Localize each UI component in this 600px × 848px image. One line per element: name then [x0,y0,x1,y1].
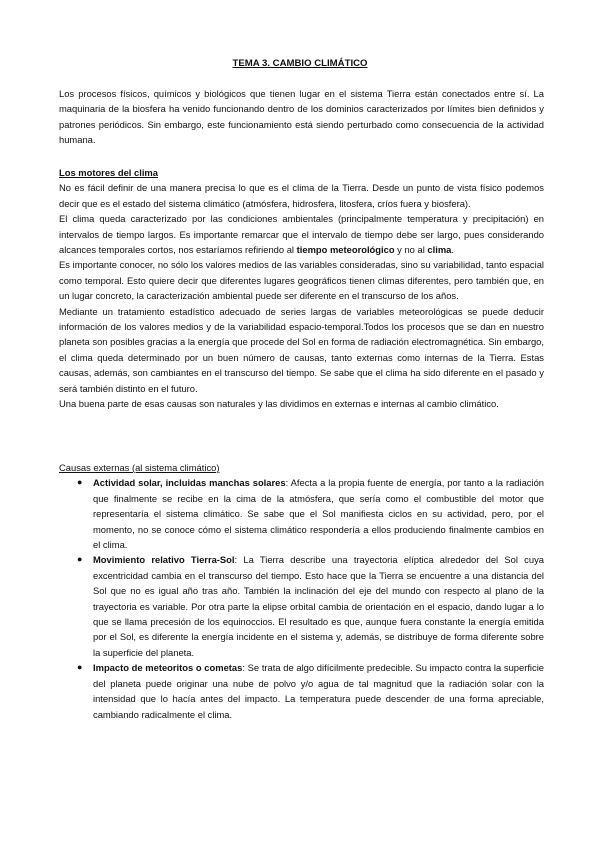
paragraph-caracterizacion-end: . [451,244,454,256]
intro-block [59,86,544,148]
bullet-icon: ● [77,554,83,565]
item-text: : Se trata de algo difícilmente predecible. Su impacto contra la superficie del planeta puede originar una nube de polvo y/o agua de tal magnitud que la radiación solar con la intensidad que lo hacía antes del impacto. La temperatura puede descender de una forma apreciable, cambiando radicalmente el clima. [93,662,545,720]
section-heading-motores: Los motores del clima [59,167,158,178]
causas-list [59,475,544,722]
list-item [59,660,544,722]
section-heading-causas-externas: Causas externas (al sistema climático) [59,462,220,473]
item-term: Movimiento relativo Tierra-Sol [93,554,235,566]
list-item [59,552,544,660]
paragraph-tratamiento: Mediante un tratamiento estadístico adecuado de series largas de variables meteorológicas se puede deducir información de los valores medios y de la variabilidad espacio-temporal.Todos los procesos que se dan en nuestro planeta son posibles gracias a la energía que procede del Sol en forma de radiación electromagnética. Sin embargo, el clima queda determinado por un buen número de causas, tanto externas como internas de la Tierra. Estas causas, además, son cambiantes en el transcurso del tiempo. Se sabe que el clima ha sido diferente en el pasado y será también distinto en el futuro. [59,305,544,394]
document-title: TEMA 3. CAMBIO CLIMÁTICO [232,58,368,69]
item-term: Impacto de meteoritos o cometas [93,662,243,674]
item-text: : Afecta a la propia fuente de energía, por tanto a la radiación que finalmente se recibe en la cima de la atmósfera, que sería como el combustible del motor que representaría el sistema climático. Se sabe que el Sol manifiesta ciclos en su actividad, pero, por el momento, no se conoce cómo el sistema climático respondería a ellos produciendo finalmente cambios en el clima. [93,477,545,551]
paragraph-causas: Una buena parte de esas causas son naturales y las dividimos en externas e internas al cambio climático. [59,398,499,410]
bold-tiempo-meteorologico: tiempo meteorológico [296,244,395,256]
section-causas-externas [59,460,544,722]
list-item [59,475,544,552]
item-term: Actividad solar, incluidas manchas solares [93,477,286,489]
paragraph-caracterizacion-mid: y no al [394,244,428,256]
bullet-icon: ● [77,662,83,673]
paragraph-variabilidad: Es importante conocer, no sólo los valores medios de las variables consideradas, sino su variabilidad, tanto espacial como temporal. Esto quiere decir que diferentes lugares geográficos tienen climas diferentes, pero también que, en un lugar concreto, la caracterización ambiental puede ser diferente en el transcurso de los años. [59,259,544,302]
bold-clima: clima [427,244,452,256]
paragraph-definicion: No es fácil definir de una manera precisa lo que es el clima de la Tierra. Desde un punto de vista físico podemos decir que es el estado del sistema climático (atmósfera, hidrosfera, litosfera, críos fuera y biosfera). [59,182,544,209]
section-motores [59,165,544,412]
paragraph-caracterizacion [59,211,544,257]
intro-paragraph: Los procesos físicos, químicos y biológicos que tienen lugar en el sistema Tierra están conectados entre sí. La maquinaria de la biosfera ha venido funcionando dentro de los dominios caracterizados por límites bien definidos y patrones periódicos. Sin embargo, este funcionamiento está siendo perturbado como consecuencia de la actividad humana. [59,88,544,146]
paragraph-caracterizacion-text: El clima queda caracterizado por las condiciones ambientales (principalmente temperatura y precipitación) en intervalos de tiempo largos. Es importante remarcar que el intervalo de tiempo debe ser largo, pues considerando alcances temporales cortos, nos estaríamos refiriendo al [59,213,544,256]
item-text: : La Tierra describe una trayectoria elíptica alrededor del Sol cuya excentricidad cambia en el transcurso del tiempo. Esto hace que la Tierra se encuentre a una distancia del Sol que no es igual año tras año. También la inclinación del eje del mundo con respecto al plano de la trayectoria es variable. Por otra parte la elipse orbital cambia de orientación en el espacio, dando lugar a lo que se llama precesión de los equinoccios. El resultado es que, aunque fuera constante la energía emitida por el Sol, es diferente la energía incidente en el sistema y, además, se distribuye de forma diferente sobre la superficie del planeta. [93,554,544,658]
bullet-icon: ● [77,477,83,488]
